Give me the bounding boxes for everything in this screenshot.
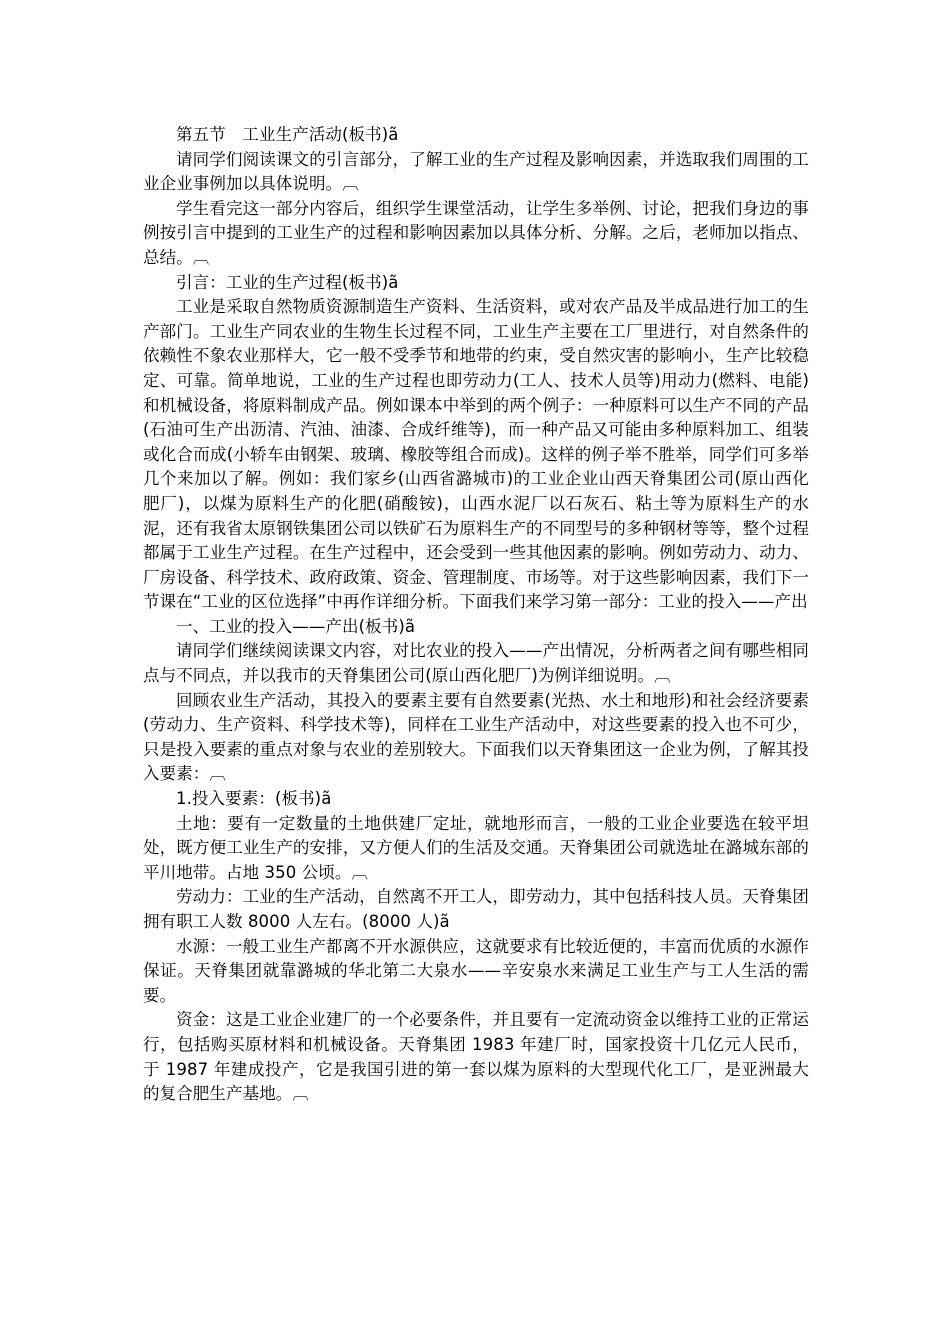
paragraph: 学生看完这一部分内容后，组织学生课堂活动，让学生多举例、讨论，把我们身边的事例按引言中提到的工业生产的过程和影响因素加以具体分析、分解。之后，老师加以指点、总结。︹ [143, 198, 809, 267]
paragraph: 土地：要有一定数量的土地供建厂定址，就地形而言，一般的工业企业要选在较平坦处，既方便工业生产的安排，又方便人们的生活及交通。天脊集团公司就选址在潞城东部的平川地带。占地 350 公顷。︹ [143, 813, 809, 882]
paragraph: 请同学们阅读课文的引言部分，了解工业的生产过程及影响因素，并选取我们周围的工业企业事例加以具体说明。︹ [143, 149, 809, 194]
subsection-heading: 一、工业的投入——产出(板书)ã [176, 616, 416, 636]
document-body [143, 123, 809, 1107]
paragraph: 回顾农业生产活动，其投入的要素主要有自然要素(光热、水土和地形)和社会经济要素(劳动力、生产资料、科学技术等)，同样在工业生产活动中，对这些要素的投入也不可少，只是投入要素的重点对象与农业的差别较大。下面我们以天脊集团这一企业为例，了解其投入要素：︹ [143, 690, 809, 784]
paragraph: 工业是采取自然物质资源制造生产资料、生活资料，或对农产品及半成品进行加工的生产部门。工业生产同农业的生物生长过程不同，工业生产主要在工厂里进行，对自然条件的依赖性不象农业那样大，它一般不受季节和地带的约束，受自然灾害的影响小，生产比较稳定、可靠。简单地说，工业的生产过程也即劳动力(工人、技术人员等)用动力(燃料、电能)和机械设备，将原料制成产品。例如课本中举到的两个例子：一种原料可以生产不同的产品(石油可生产出沥清、汽油、油漆、合成纤维等)，而一种产品又可能由多种原料加工、组装或化合而成(小轿车由钢架、玻璃、橡胶等组合而成)。这样的例子举不胜举，同学们可多举几个来加以了解。例如：我们家乡(山西省潞城市)的工业企业山西天脊集团公司(原山西化肥厂)，以煤为原料生产的化肥(硝酸铵)，山西水泥厂以石灰石、粘土等为原料生产的水泥，还有我省太原钢铁集团公司以铁矿石为原料生产的不同型号的多种钢材等等，整个过程都属于工业生产过程。在生产过程中，还会受到一些其他因素的影响。例如劳动力、动力、厂房设备、科学技术、政府政策、资金、管理制度、市场等。对于这些影响因素，我们下一节课在“工业的区位选择”中再作详细分析。下面我们来学习第一部分：工业的投入——产出 [143, 297, 809, 612]
paragraph: 水源：一般工业生产都离不开水源供应，这就要求有比较近便的，丰富而优质的水源作保证。天脊集团就靠潞城的华北第二大泉水——辛安泉水来满足工业生产与工人生活的需要。 [143, 936, 809, 1005]
paragraph: 资金：这是工业企业建厂的一个必要条件，并且要有一定流动资金以维持工业的正常运行，包括购买原材料和机械设备。天脊集团 1983 年建厂时，国家投资十几亿元人民币，于 1987 年建成投产，它是我国引进的第一套以煤为原料的大型现代化工厂，是亚洲最大的复合肥生产基地。︹ [143, 1010, 809, 1104]
paragraph: 请同学们继续阅读课文内容，对比农业的投入——产出情况，分析两者之间有哪些相同点与不同点，并以我市的天脊集团公司(原山西化肥厂)为例详细说明。︹ [143, 641, 809, 686]
section-heading: 第五节 工业生产活动(板书)ã [176, 125, 399, 144]
subsection-heading: 引言：工业的生产过程(板书)ã [176, 272, 399, 292]
paragraph: 劳动力：工业的生产活动，自然离不开工人，即劳动力，其中包括科技人员。天脊集团拥有职工人数 8000 人左右。(8000 人)ã [143, 887, 809, 931]
list-heading: 1.投入要素：(板书)ã [176, 789, 332, 809]
